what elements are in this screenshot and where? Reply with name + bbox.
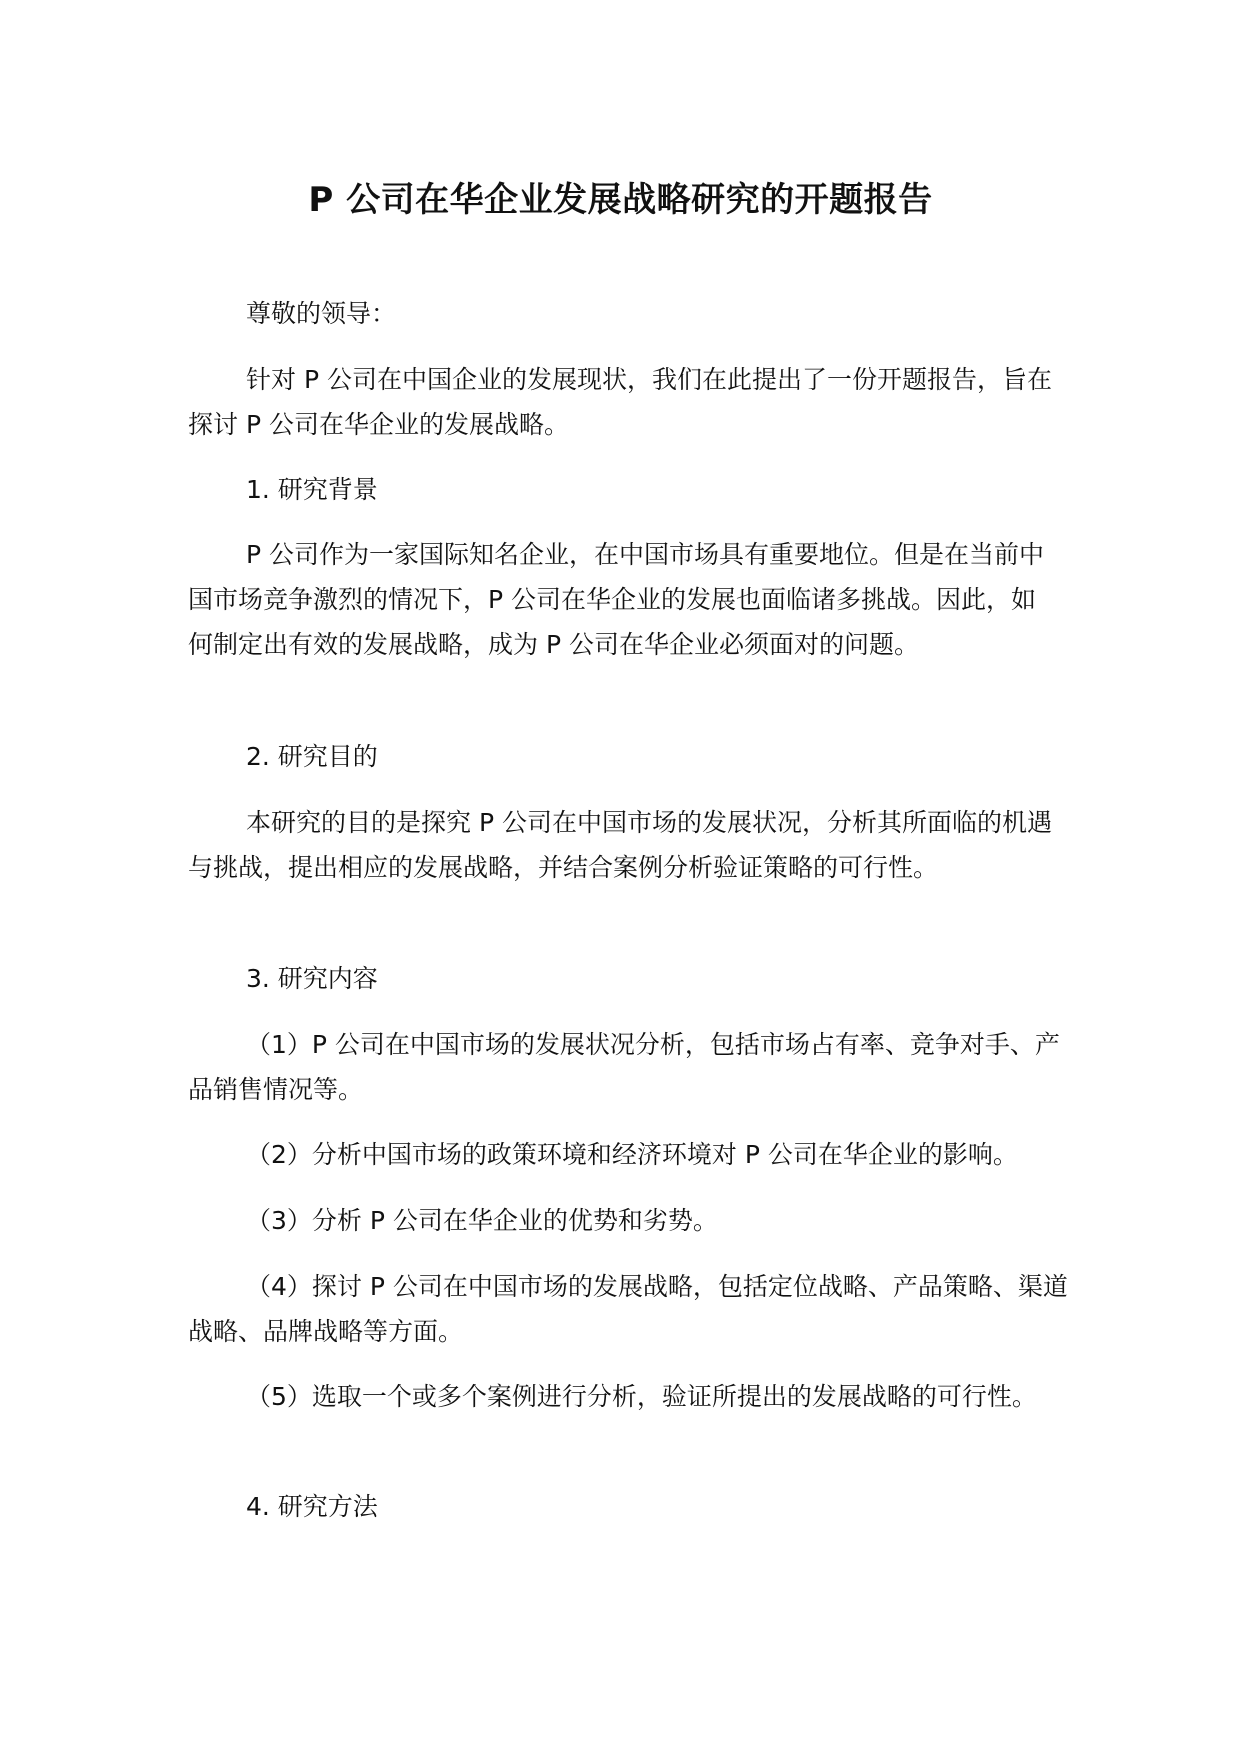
content-item-2: （2）分析中国市场的政策环境和经济环境对 P 公司在华企业的影响。	[246, 1140, 1018, 1169]
section-heading-content: 3. 研究内容	[246, 964, 378, 993]
section-heading-background: 1. 研究背景	[246, 475, 378, 504]
content-item-3: （3）分析 P 公司在华企业的优势和劣势。	[246, 1206, 718, 1235]
paragraph-background: P 公司作为一家国际知名企业，在中国市场具有重要地位。但是在当前中国市场竞争激烈的情况下，P 公司在华企业的发展也面临诸多挑战。因此，如何制定出有效的发展战略，成为 P 公司在华企业必须面对的问题。	[188, 540, 1045, 659]
content-item-1: （1）P 公司在中国市场的发展状况分析，包括市场占有率、竞争对手、产品销售情况等。	[188, 1030, 1060, 1104]
content-item-5: （5）选取一个或多个案例进行分析，验证所提出的发展战略的可行性。	[246, 1382, 1037, 1411]
document-title: P 公司在华企业发展战略研究的开题报告	[308, 180, 933, 220]
section-heading-method: 4. 研究方法	[246, 1492, 378, 1521]
section-heading-purpose: 2. 研究目的	[246, 742, 378, 771]
content-item-4: （4）探讨 P 公司在中国市场的发展战略，包括定位战略、产品策略、渠道战略、品牌战略等方面。	[188, 1272, 1068, 1346]
paragraph-purpose: 本研究的目的是探究 P 公司在中国市场的发展状况，分析其所面临的机遇与挑战，提出相应的发展战略，并结合案例分析验证策略的可行性。	[188, 808, 1052, 882]
greeting: 尊敬的领导：	[246, 299, 397, 328]
intro-paragraph: 针对 P 公司在中国企业的发展现状，我们在此提出了一份开题报告，旨在探讨 P 公司在华企业的发展战略。	[188, 365, 1052, 439]
